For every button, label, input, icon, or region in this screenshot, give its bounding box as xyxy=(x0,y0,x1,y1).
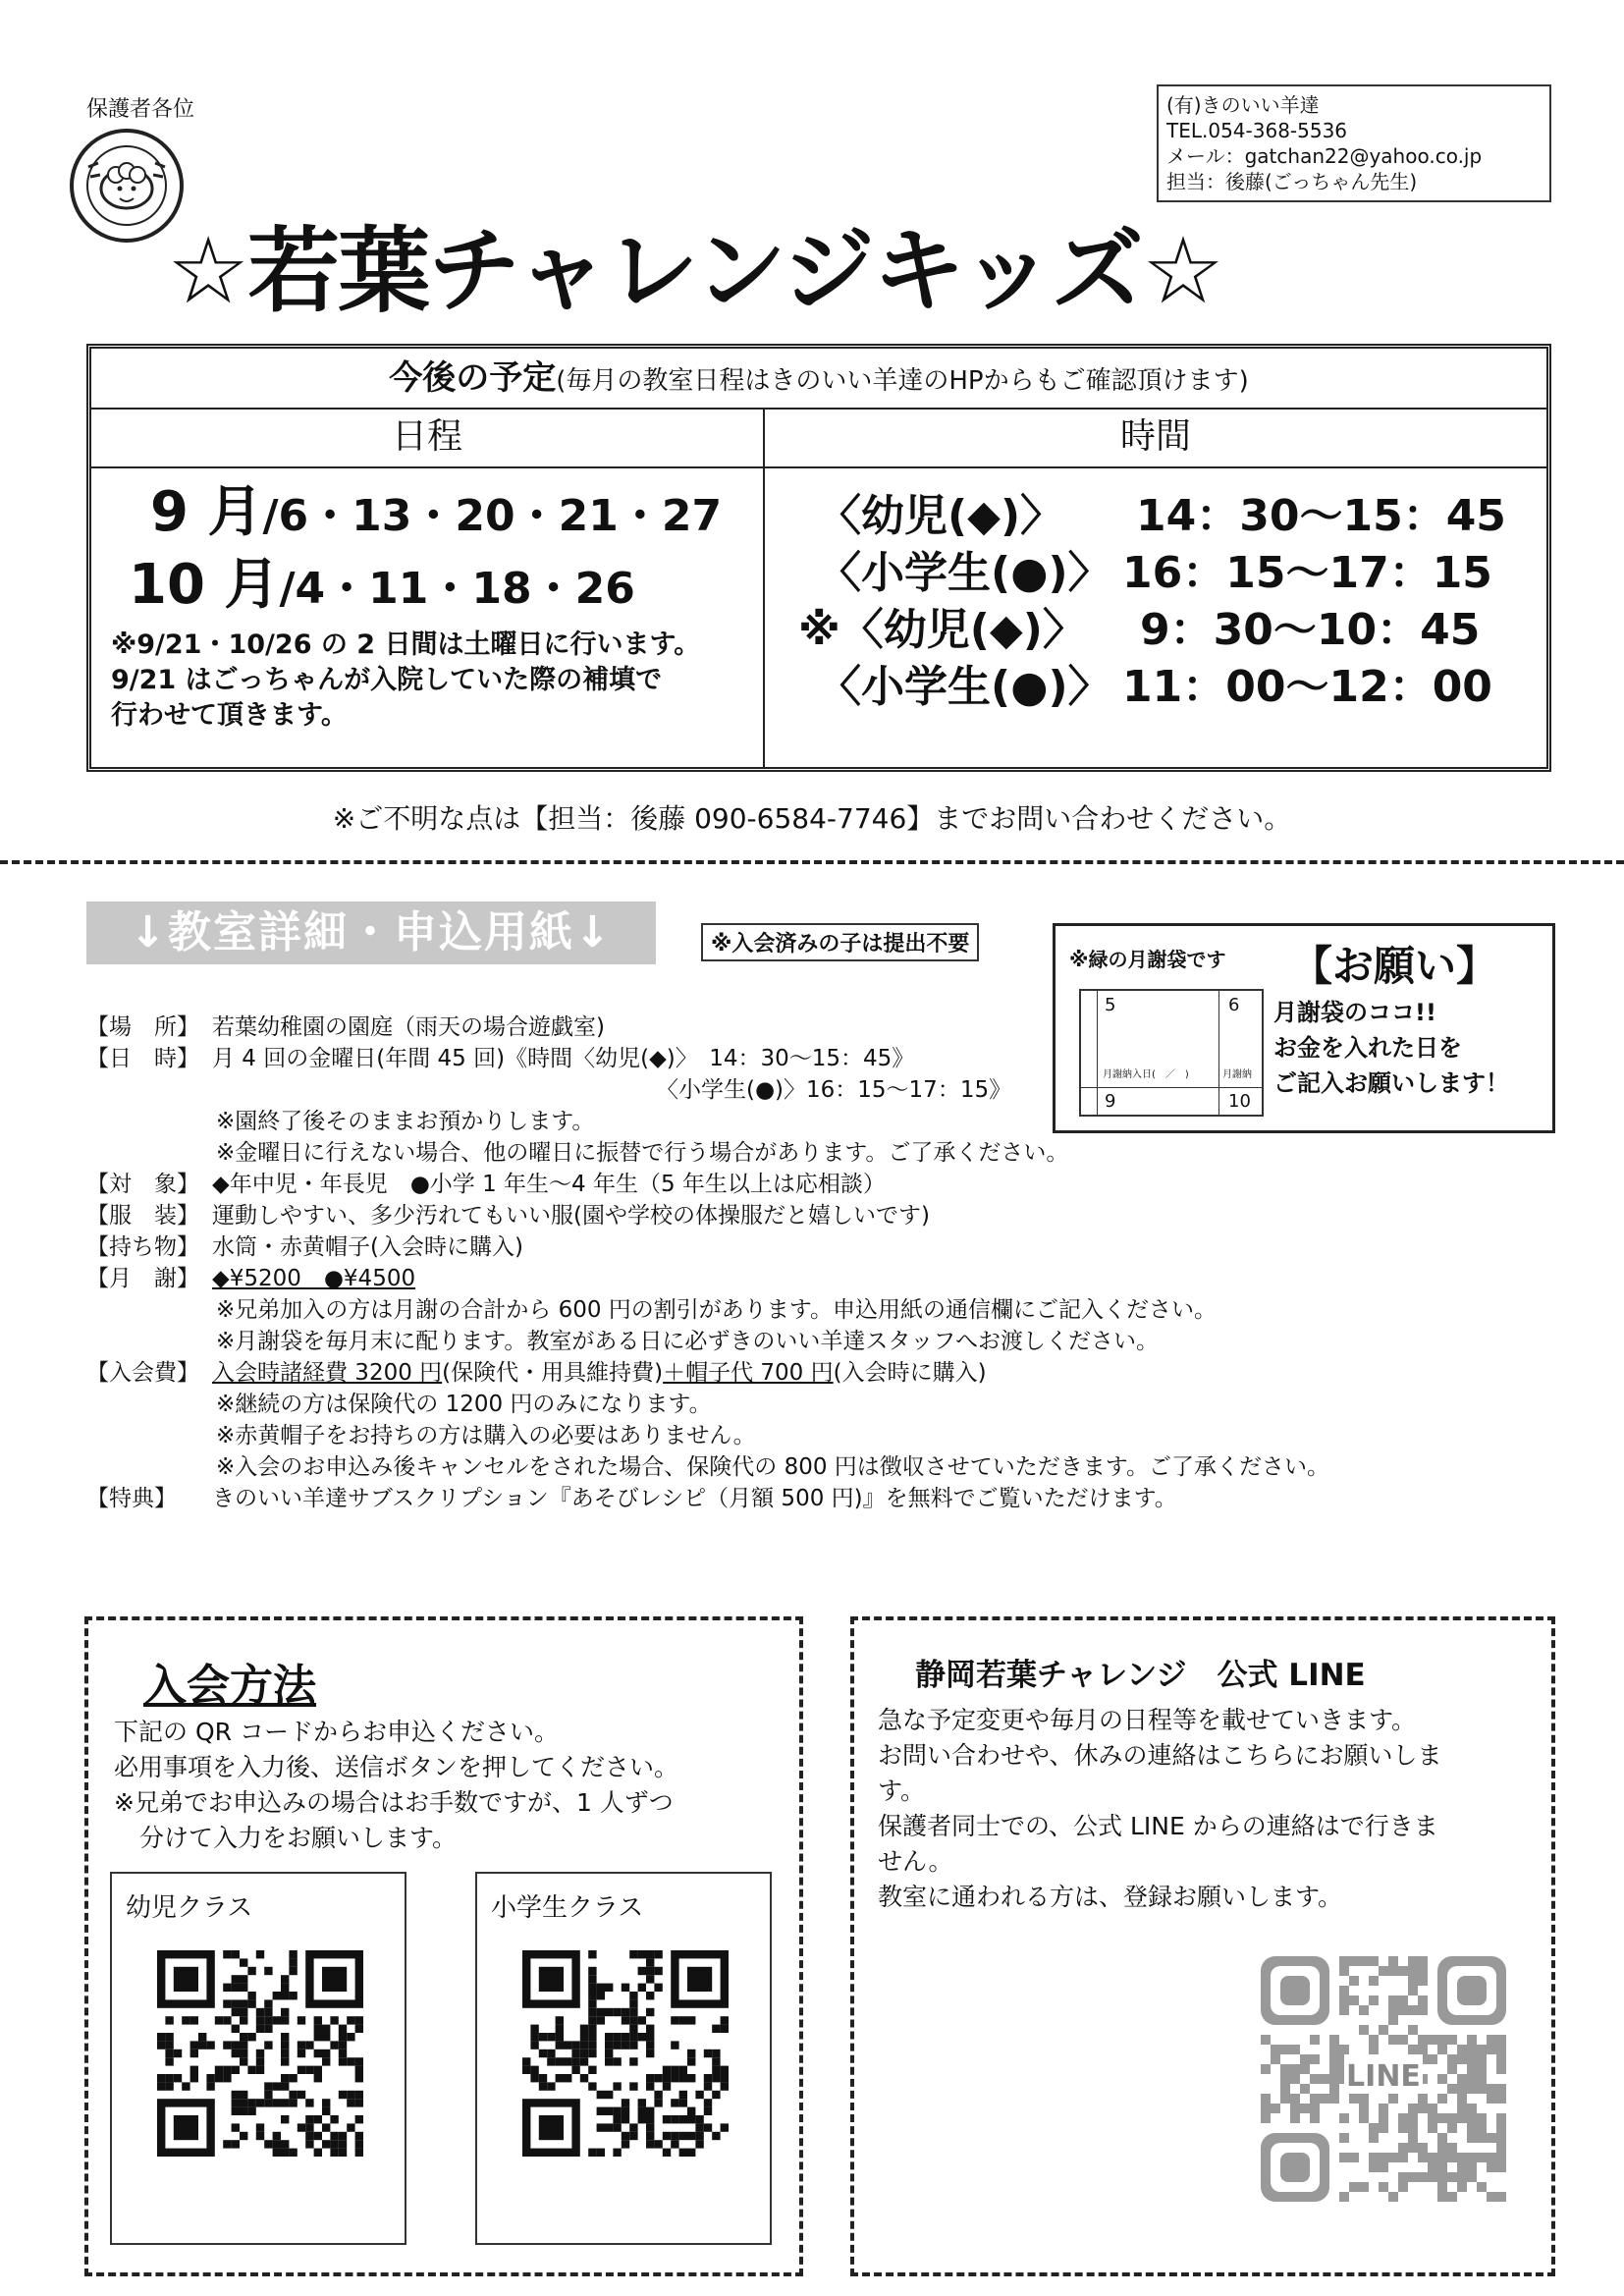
schedule-header xyxy=(91,349,1546,410)
join-line: 分けて入力をお願いします。 xyxy=(139,1824,458,1852)
date-key: 【日 時】 xyxy=(86,1046,199,1071)
schedule-note-3: 行わせて頂きます。 xyxy=(111,700,348,731)
col-time-header: 時間 xyxy=(765,408,1546,468)
qr-code-kids-icon[interactable] xyxy=(157,1950,363,2157)
clothes-value: 運動しやすい、多少汚れてもいい服(園や学校の体操服だと嬉しいです) xyxy=(212,1203,930,1229)
fee-note: ※兄弟加入の方は月謝の合計から 600 円の割引があります。申込用紙の通信欄にご記入ください。 xyxy=(216,1297,1217,1323)
line-text: 急な予定変更や毎月の日程等を載せていきます。 xyxy=(878,1706,1417,1734)
line-text: お問い合わせや、休みの連絡はこちらにお願いしま xyxy=(878,1741,1442,1770)
envelope-cell: 6 xyxy=(1228,995,1240,1015)
no-submit-note: ※入会済みの子は提出不要 xyxy=(701,923,979,961)
qr-code-elementary-icon[interactable] xyxy=(522,1950,729,2157)
items-key: 【持ち物】 xyxy=(86,1234,199,1260)
join-fee-b: (保険代・用具維持費) xyxy=(442,1360,664,1386)
time-row xyxy=(798,488,1544,545)
join-fee-a: 入会時諸経費 3200 円 xyxy=(212,1360,443,1386)
details-list xyxy=(86,1011,1559,1514)
cut-line xyxy=(0,860,1624,864)
request-caption: ※緑の月謝袋です xyxy=(1069,948,1226,971)
contact-tel: TEL.054-368-5536 xyxy=(1166,119,1348,142)
addressee: 保護者各位 xyxy=(86,97,195,122)
envelope-date-label: 月謝納入日( ／ ) xyxy=(1103,1069,1189,1080)
col-date-header: 日程 xyxy=(91,408,763,468)
join-fee-note: ※継続の方は保険代の 1200 円のみになります。 xyxy=(216,1392,712,1417)
join-fee-note: ※赤黄帽子をお持ちの方は購入の必要はありません。 xyxy=(216,1423,756,1449)
envelope-cell: 10 xyxy=(1228,1091,1251,1112)
sep-days: /6・13・20・21・27 xyxy=(262,491,723,541)
perk-key: 【特典】 xyxy=(86,1486,177,1511)
time-row xyxy=(798,602,1544,659)
page-title: ☆若葉チャレンジキッズ☆ xyxy=(167,218,1223,325)
request-line: お金を入れた日を xyxy=(1273,1034,1462,1062)
schedule-header-note: (毎月の教室日程はきのいい羊達のHPからもご確認頂けます) xyxy=(556,366,1249,396)
join-fee-note: ※入会のお申込み後キャンセルをされた場合、保険代の 800 円は徴収させていただきます。ご了承ください。 xyxy=(216,1454,1329,1480)
date-value-2: 〈小学生(●)〉16：15～17：15》 xyxy=(656,1077,1012,1103)
times-cell xyxy=(798,488,1544,716)
schedule-note-2: 9/21 はごっちゃんが入院していた際の補填で xyxy=(111,665,663,695)
fee-value: ◆¥5200 ●¥4500 xyxy=(212,1266,416,1291)
contact-company: (有)きのいい羊達 xyxy=(1166,93,1320,117)
perk-value: きのいい羊達サブスクリプション『あそびレシピ（月額 500 円)』を無料でご覧いただけます。 xyxy=(212,1486,1177,1511)
join-line: ※兄弟でお申込みの場合はお手数ですが、1 人ずつ xyxy=(114,1788,674,1817)
details-banner: ↓教室詳細・申込用紙↓ xyxy=(86,902,656,964)
oct-days: /4・11・18・26 xyxy=(279,564,635,614)
request-line: ご記入お願いします！ xyxy=(1273,1069,1509,1097)
contact-person: 担当：後藤(ごっちゃん先生) xyxy=(1166,170,1418,193)
dates-cell xyxy=(111,478,759,734)
envelope-cell: 5 xyxy=(1105,995,1116,1015)
date-value: 月 4 回の金曜日(年間 45 回)《時間〈幼児(◆)〉 14：30～15：45》 xyxy=(212,1046,915,1071)
line-qr-label: LINE xyxy=(1346,2059,1421,2094)
join-line: 必用事項を入力後、送信ボタンを押してください。 xyxy=(114,1753,679,1781)
qr-caption-elementary: 小学生クラス xyxy=(491,1893,644,1923)
join-method-box xyxy=(84,1616,803,2276)
time-value: 9：30～10：45 xyxy=(1140,605,1481,655)
contact-mail: メール：gatchan22@yahoo.co.jp xyxy=(1166,144,1483,168)
schedule-divider xyxy=(763,408,765,767)
fee-key: 【月 謝】 xyxy=(86,1266,199,1291)
place-value: 若葉幼稚園の園庭（雨天の場合遊戯室) xyxy=(212,1014,605,1040)
date-note: ※金曜日に行えない場合、他の曜日に振替で行う場合があります。ご了承ください。 xyxy=(216,1140,1069,1166)
envelope-side-label: 月謝納 xyxy=(1222,1069,1252,1080)
line-text: 保護者同士での、公式 LINE からの連絡はで行きま xyxy=(878,1812,1438,1840)
date-note: ※園終了後そのままお預かりします。 xyxy=(216,1109,595,1134)
time-label: 〈小学生(●)〉 xyxy=(818,548,1111,598)
line-text: す。 xyxy=(878,1777,926,1805)
target-value: ◆年中児・年長児 ●小学 1 年生～4 年生（5 年生以上は応相談） xyxy=(212,1172,886,1197)
contact-box xyxy=(1157,84,1551,202)
join-fee-c: ＋帽子代 700 円 xyxy=(663,1360,834,1386)
time-label: 〈小学生(●)〉 xyxy=(818,662,1111,712)
qr-caption-kids: 幼児クラス xyxy=(126,1893,253,1923)
line-text: せん。 xyxy=(878,1847,953,1876)
line-text: 教室に通われる方は、登録お願いします。 xyxy=(878,1883,1343,1911)
clothes-key: 【服 装】 xyxy=(86,1203,199,1229)
time-label: 〈幼児(◆)〉 xyxy=(818,491,1064,541)
line-title: 静岡若葉チャレンジ 公式 LINE xyxy=(915,1658,1366,1693)
join-fee-key: 【入会費】 xyxy=(86,1360,199,1386)
items-value: 水筒・赤黄帽子(入会時に購入) xyxy=(212,1234,523,1260)
join-method-title: 入会方法 xyxy=(143,1661,316,1711)
line-qr-code-icon[interactable] xyxy=(1261,1956,1506,2202)
time-row xyxy=(798,545,1544,602)
inquiry-note: ※ご不明な点は【担当：後藤 090-6584-7746】までお問い合わせください。 xyxy=(332,802,1292,835)
join-line: 下記の QR コードからお申込ください。 xyxy=(114,1718,559,1746)
place-key: 【場 所】 xyxy=(86,1014,199,1040)
oct-month: 10 月 xyxy=(129,553,280,617)
schedule-note-1: ※9/21・10/26 の 2 日間は土曜日に行います。 xyxy=(111,629,701,660)
time-value: 16：15～17：15 xyxy=(1122,548,1492,598)
time-value: 14：30～15：45 xyxy=(1136,491,1506,541)
schedule-box xyxy=(86,344,1551,772)
time-row xyxy=(798,659,1544,716)
time-value: 11：00～12：00 xyxy=(1122,662,1492,712)
envelope-cell: 9 xyxy=(1105,1091,1116,1112)
line-box xyxy=(850,1616,1555,2276)
request-line: 月謝袋のココ!! xyxy=(1273,999,1436,1026)
time-label: ※〈幼児(◆)〉 xyxy=(798,605,1086,655)
target-key: 【対 象】 xyxy=(86,1172,199,1197)
schedule-header-title: 今後の予定 xyxy=(389,358,557,398)
fee-note: ※月謝袋を毎月末に配ります。教室がある日に必ずきのいい羊達スタッフへお渡しください。 xyxy=(216,1329,1159,1354)
sep-month: 9 月 xyxy=(150,480,263,544)
request-title: 【お願い】 xyxy=(1291,942,1498,990)
join-fee-d: (入会時に購入) xyxy=(833,1360,987,1386)
qr-box-elementary xyxy=(475,1872,772,2245)
qr-box-kids xyxy=(110,1872,406,2245)
